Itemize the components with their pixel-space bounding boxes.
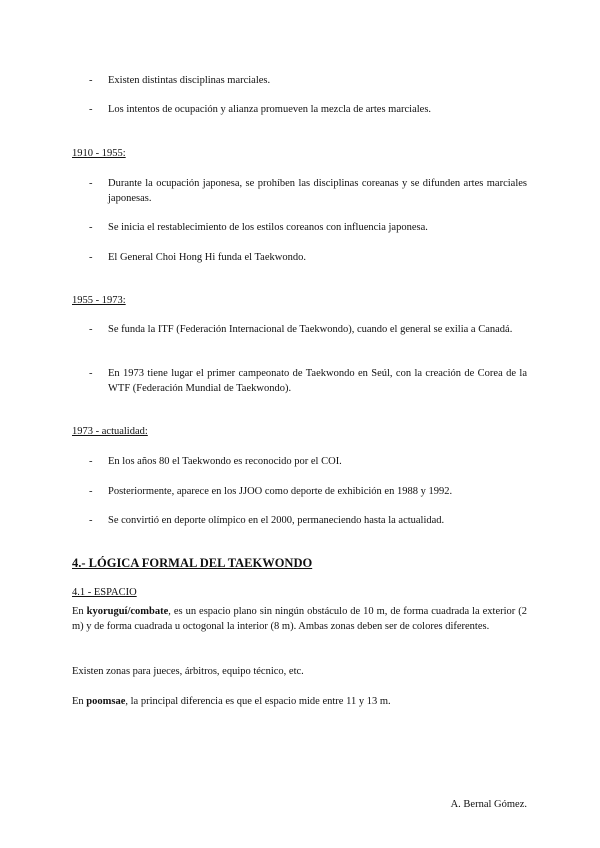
paragraph-text: , la principal diferencia es que el espacio mide entre 11 y 13 m. [125,696,391,707]
list-item-text: En los años 80 el Taekwondo es reconocido por el COI. [108,456,342,467]
list-item-text: Posteriormente, aparece en los JJOO como deporte de exhibición en 1988 y 1992. [108,486,453,497]
bullet-dash: - [89,222,93,233]
term-kyorugui: kyoruguí/combate [86,606,169,617]
list-item-text: Durante la ocupación japonesa, se prohíben las disciplinas coreanas y se difunden artes marciales japonesas. [108,178,527,204]
period-heading: 1910 - 1955: [72,148,126,159]
bullet-dash: - [89,368,93,379]
list-item-text: Los intentos de ocupación y alianza promueven la mezcla de artes marciales. [108,104,432,115]
list-item [89,484,527,499]
paragraph-zonas: Existen zonas para jueces, árbitros, equipo técnico, etc. [72,666,304,677]
bullet-dash: - [89,252,93,263]
list-item [89,176,527,206]
subsection-title: 4.1 - ESPACIO [72,587,137,598]
list-item [89,454,527,469]
paragraph-text: En [72,606,87,617]
bullet-dash: - [89,486,93,497]
list-item-text: En 1973 tiene lugar el primer campeonato de Taekwondo en Seúl, con la creación de Corea de la WTF (Federación Mundial de Taekwondo). [108,368,527,394]
list-item [89,220,527,235]
bullet-dash: - [89,456,93,467]
bullet-dash: - [89,75,93,86]
paragraph-poomsae [72,694,527,709]
period-heading: 1955 - 1973: [72,295,126,306]
term-poomsae: poomsae [86,696,126,707]
paragraph-text: , es un espacio plano sin ningún obstáculo de 10 m, de forma cuadrada la exterior (2 m) y de forma cuadrada u octogonal la interior (8 m). Ambas zonas deben ser de colores diferentes. [72,606,527,632]
paragraph-combate [72,604,527,634]
list-item-text: El General Choi Hong Hi funda el Taekwondo. [108,252,306,263]
list-item-text: Se inicia el restablecimiento de los estilos coreanos con influencia japonesa. [108,222,428,233]
author-footer: A. Bernal Gómez. [450,799,527,810]
bullet-dash: - [89,515,93,526]
list-item [89,366,527,396]
list-item [89,73,527,88]
section-title: 4.- LÓGICA FORMAL DEL TAEKWONDO [72,556,313,570]
list-item [89,513,527,528]
paragraph-text: En [72,696,87,707]
period-heading: 1973 - actualidad: [72,426,148,437]
bullet-dash: - [89,178,93,189]
list-item-text: Se funda la ITF (Federación Internacional de Taekwondo), cuando el general se exilia a Canadá. [108,324,513,335]
list-item-text: Existen distintas disciplinas marciales. [108,75,271,86]
list-item [89,250,527,265]
list-item [89,102,527,117]
bullet-dash: - [89,104,93,115]
list-item-text: Se convirtió en deporte olímpico en el 2000, permaneciendo hasta la actualidad. [108,515,445,526]
list-item [89,322,527,337]
bullet-dash: - [89,324,93,335]
